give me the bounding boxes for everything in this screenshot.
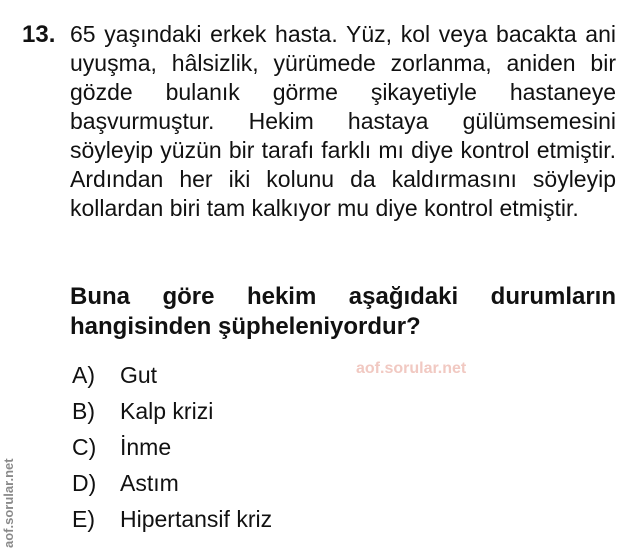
option-d[interactable] xyxy=(72,468,272,504)
option-letter: A) xyxy=(72,362,95,388)
option-c[interactable] xyxy=(72,432,272,468)
question-stem: 65 yaşındaki erkek hasta. Yüz, kol veya bacakta ani uyuşma, hâlsizlik, yürümede zorlanma, aniden bir gözde bulanık görme şikayetiyle hastaneye başvurmuştur. Hekim hastaya gülümsemesini söyleyip yüzün bir tarafı farklı mı diye kontrol etmiştir. Ardından her iki kolunu da kaldırmasını söyleyip kollardan biri tam kalkıyor mu diye kontrol etmiştir. xyxy=(70,21,616,221)
watermark-center: aof.sorular.net xyxy=(356,360,467,377)
option-text: Astım xyxy=(120,470,179,496)
option-text: Hipertansif kriz xyxy=(120,506,273,532)
option-e[interactable] xyxy=(72,504,272,540)
option-b[interactable] xyxy=(72,396,272,432)
answer-options xyxy=(72,360,272,540)
option-letter: D) xyxy=(72,470,97,496)
option-text: İnme xyxy=(120,434,172,460)
option-text: Gut xyxy=(120,362,158,388)
option-letter: C) xyxy=(72,434,97,460)
option-letter: E) xyxy=(72,506,95,532)
question-prompt: Buna göre hekim aşağıdaki durumların hangisinden şüpheleniyordur? xyxy=(70,283,616,340)
watermark-side: aof.sorular.net xyxy=(1,458,16,548)
question-number: 13. xyxy=(22,21,56,48)
option-a[interactable] xyxy=(72,360,272,396)
option-text: Kalp krizi xyxy=(120,398,214,424)
option-letter: B) xyxy=(72,398,95,424)
